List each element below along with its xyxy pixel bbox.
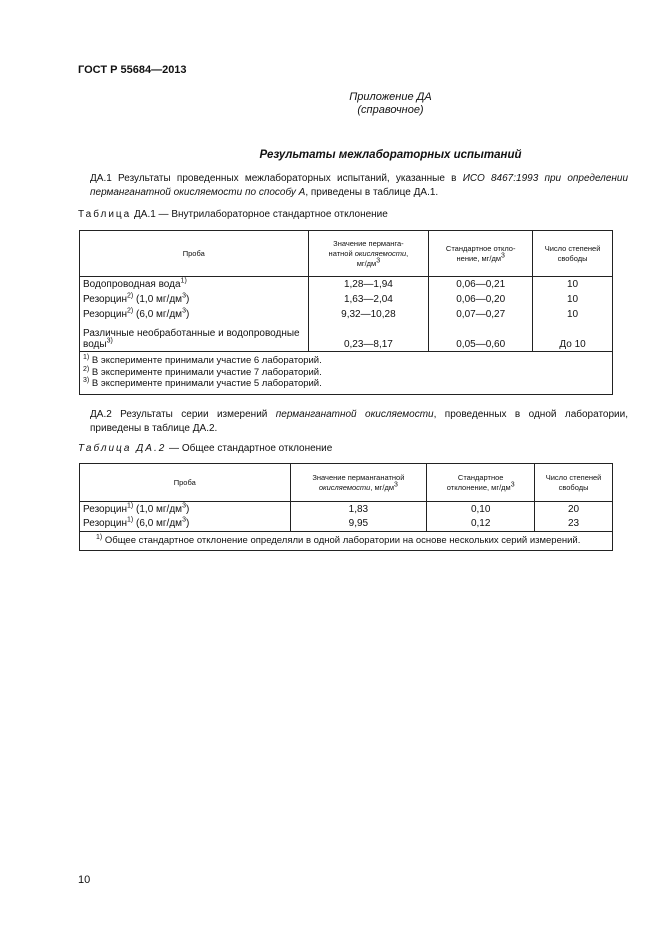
footnote — [83, 355, 609, 367]
t1-val-l2b: окисляемости — [354, 248, 407, 258]
table-da1 — [79, 230, 613, 395]
probe-cell — [80, 307, 309, 322]
t2-val-l2a: окисляемости — [318, 482, 371, 492]
probe-text: Резорцин — [83, 293, 128, 305]
probe-sup: 1) — [127, 516, 134, 524]
page-number: 10 — [78, 874, 91, 886]
table1-notes-row — [80, 352, 613, 395]
probe-close-paren: ) — [185, 518, 190, 530]
probe-cell — [80, 502, 291, 517]
table1-caption — [78, 209, 388, 220]
t2-std-l1: Стандартное — [457, 472, 504, 482]
table2-col-value — [290, 464, 427, 502]
table1-caption-label: Таблица — [78, 209, 132, 220]
probe-close-paren: ) — [185, 293, 190, 305]
probe-sup: 2) — [127, 307, 134, 315]
probe-text-l2: воды — [83, 339, 107, 350]
para2-text-b: , проведенных в одной лаборатории, приведены в таблице ДА.2. — [90, 409, 628, 434]
probe-sup: 1) — [127, 502, 134, 510]
table1-col-dof — [533, 231, 613, 277]
probe-unit-sup: 3 — [182, 307, 186, 315]
table-row — [80, 517, 613, 532]
table-row — [80, 322, 613, 352]
t1-dof-l2: свободы — [557, 253, 588, 263]
table-row — [80, 277, 613, 292]
section-title: Результаты межлабораторных испытаний — [259, 149, 522, 161]
value-cell: 9,32—10,28 — [308, 307, 429, 322]
std-cell: 0,12 — [427, 517, 535, 532]
probe-cell — [80, 292, 309, 307]
t1-std-l2: нение, мг/дм — [456, 253, 501, 263]
t1-val-l2a: натной — [328, 248, 355, 258]
table2-caption — [78, 443, 332, 454]
footnote-mark: 1) — [83, 353, 90, 361]
t2-std-sup: 3 — [510, 481, 515, 488]
probe-text: Резорцин — [83, 308, 128, 320]
para2-italic: перманганатной окисляемости — [275, 409, 434, 420]
table2-col-dof — [535, 464, 613, 502]
table2-col-probe: Проба — [80, 464, 291, 502]
paragraph-da2 — [78, 408, 628, 435]
para1-iso-ref: ИСО 8467:1993 при определении перманганатной окисляемости по способу А — [90, 173, 629, 198]
table-da2 — [79, 463, 613, 551]
probe-text: Резорцин — [83, 518, 128, 530]
t2-val-sup: 3 — [394, 481, 398, 488]
t2-dof-l2: свободы — [558, 482, 589, 492]
probe-unit: (1,0 мг/дм — [133, 503, 183, 515]
paragraph-da1 — [78, 172, 628, 199]
probe-unit: (6,0 мг/дм — [133, 308, 183, 320]
probe-sup: 3) — [106, 337, 113, 345]
table1-col-std — [429, 231, 533, 277]
footnote-mark: 2) — [83, 365, 90, 373]
probe-unit: (6,0 мг/дм — [133, 518, 183, 530]
table1-notes — [80, 352, 613, 395]
probe-close-paren: ) — [185, 503, 190, 515]
para1-text-b: , приведены в таблице ДА.1. — [305, 186, 439, 198]
t1-val-unit: мг/дм — [356, 258, 377, 268]
footnote — [83, 367, 609, 379]
table-row — [80, 292, 613, 307]
t1-val-sup: 3 — [376, 257, 381, 264]
table1-header-row — [80, 231, 613, 277]
probe-text: Резорцин — [83, 503, 128, 515]
probe-cell — [80, 517, 291, 532]
t2-dof-l1: Число степеней — [545, 472, 602, 482]
table2-col-std — [427, 464, 535, 502]
value-cell: 1,28—1,94 — [308, 277, 429, 292]
t1-std-l1: Стандартное откло- — [445, 243, 516, 253]
value-cell: 0,23—8,17 — [308, 322, 429, 352]
para2-text-a: ДА.2 Результаты серии измерений — [90, 409, 276, 420]
dof-cell: 10 — [533, 277, 613, 292]
t2-val-l2b: , мг/дм — [370, 482, 395, 492]
t1-val-l2c: , — [406, 248, 409, 258]
t2-std-l2: отклонение, мг/дм — [446, 482, 511, 492]
footnote-text: Общее стандартное отклонение определяли в одной лаборатории на основе нескольких серий измерений. — [102, 535, 581, 546]
footnote-text: В эксперименте принимали участие 5 лабораторий. — [89, 378, 322, 389]
footnote-mark: 1) — [96, 533, 103, 541]
t1-std-sup: 3 — [501, 252, 505, 259]
footnote — [83, 378, 609, 390]
table1-col-probe: Проба — [80, 231, 309, 277]
probe-unit-sup: 3 — [182, 516, 186, 524]
table2-notes-row — [80, 532, 613, 551]
dof-cell: 10 — [533, 292, 613, 307]
value-cell: 1,63—2,04 — [308, 292, 429, 307]
dof-cell: 20 — [535, 502, 613, 517]
probe-close-paren: ) — [185, 308, 190, 320]
std-cell: 0,06—0,20 — [429, 292, 533, 307]
para1-text-a: ДА.1 Результаты проведенных межлабораторных испытаний, указанные в — [90, 173, 463, 184]
probe-sup: 1) — [180, 277, 187, 285]
annex-title: Приложение ДА — [349, 91, 432, 103]
table-row — [80, 307, 613, 322]
t2-val-l1: Значение перманганатной — [312, 472, 405, 482]
table-row — [80, 502, 613, 517]
footnote-text: В эксперименте принимали участие 7 лабораторий. — [89, 366, 322, 378]
probe-unit-sup: 3 — [182, 292, 186, 300]
annex-subtitle: (справочное) — [357, 104, 424, 116]
probe-cell — [80, 322, 309, 352]
value-cell: 1,83 — [290, 502, 427, 517]
dof-cell: 23 — [535, 517, 613, 532]
dof-cell: До 10 — [533, 322, 613, 352]
table1-col-value — [308, 231, 429, 277]
dof-cell: 10 — [533, 307, 613, 322]
value-cell: 9,95 — [290, 517, 427, 532]
table2-caption-text: — Общее стандартное отклонение — [166, 443, 333, 454]
std-cell: 0,05—0,60 — [429, 322, 533, 352]
footnote-mark: 3) — [83, 376, 90, 384]
std-cell: 0,10 — [427, 502, 535, 517]
probe-cell — [80, 277, 309, 292]
t1-val-l1: Значение перманга- — [333, 238, 404, 248]
table1-caption-text: ДА.1 — Внутрилабораторное стандартное отклонение — [131, 209, 388, 220]
table2-caption-label: Таблица ДА.2 — [78, 443, 167, 454]
probe-unit-sup: 3 — [182, 502, 186, 510]
probe-unit: (1,0 мг/дм — [133, 293, 183, 305]
std-cell: 0,06—0,21 — [429, 277, 533, 292]
probe-text-l1: Различные необработанные и водопроводные — [83, 328, 300, 339]
table2-header-row — [80, 464, 613, 502]
footnote-text: В эксперименте принимали участие 6 лабораторий. — [89, 355, 322, 366]
annex-heading — [0, 91, 661, 117]
std-cell: 0,07—0,27 — [429, 307, 533, 322]
document-code: ГОСТ Р 55684—2013 — [78, 64, 187, 76]
table2-note — [80, 532, 613, 551]
t1-dof-l1: Число степеней — [544, 243, 601, 253]
probe-sup: 2) — [127, 292, 134, 300]
probe-text: Водопроводная вода — [83, 278, 181, 290]
